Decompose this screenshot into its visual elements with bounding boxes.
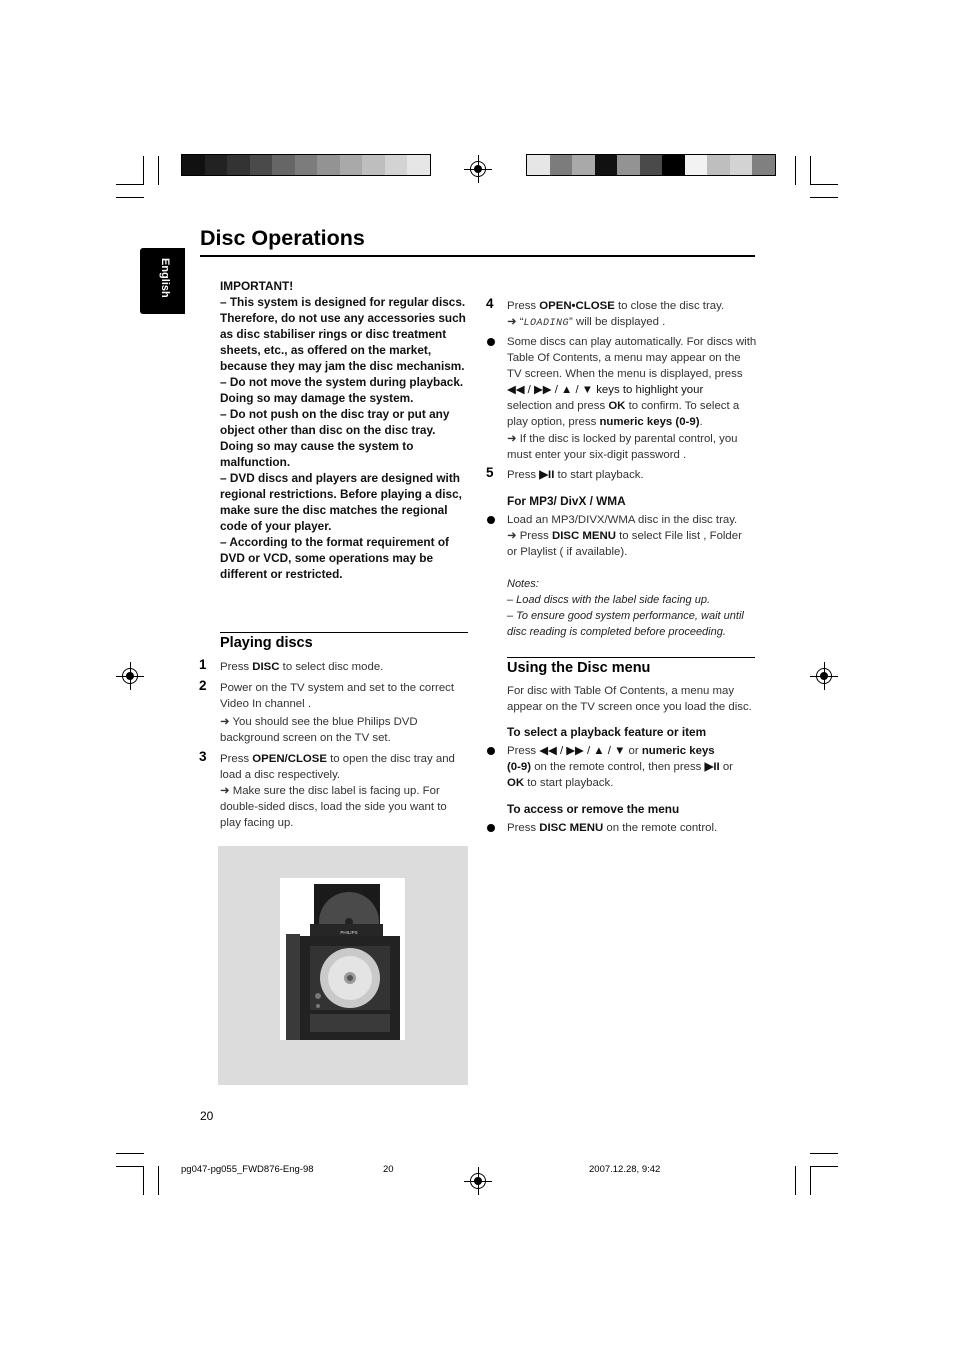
line: TV screen. When the menu is displayed, press [507,368,743,381]
crop-mark [116,1166,144,1167]
crop-mark [116,197,144,198]
text: or [719,761,733,774]
product-photo [218,846,468,1085]
crop-mark [158,156,159,185]
text: to open the disc tray and [326,753,455,765]
step-text [220,659,470,675]
text: to close the disc tray. [614,300,725,312]
line: load a disc respectively. [220,769,341,782]
page-number: 20 [200,1109,214,1123]
important-heading: IMPORTANT! [220,279,294,293]
line [507,759,759,775]
mp3-heading: For MP3/ DivX / WMA [507,494,626,508]
footer-filename: pg047-pg055_FWD876-Eng-98 [181,1164,314,1175]
key-label: DISC MENU [552,530,616,543]
line [220,751,475,767]
text: Press [507,300,540,312]
important-block [220,278,468,582]
key-label: OPEN•CLOSE [539,300,615,312]
bullet [487,338,495,346]
bullet-text [507,512,759,560]
title-rule [200,255,755,257]
section-rule [220,632,468,633]
line: background screen on the TV set. [220,732,391,745]
line [507,743,759,759]
line [507,414,759,430]
bullet-text [507,820,759,836]
step-text [220,680,475,746]
text: play option, press [507,416,600,429]
line [507,298,757,314]
important-item: – Do not push on the disc tray or put any object other than disc on the disc tray. Doing so may cause the system to malfunction. [220,407,450,469]
line: ◀◀ / ▶▶ / ▲ / ▼ keys to highlight your [507,384,704,397]
important-item: – According to the format requirement of DVD or VCD, some operations may be different or restricted. [220,535,449,581]
text: ➜ Press [507,530,552,543]
step-number: 2 [199,678,207,693]
step-number: 4 [486,296,494,311]
crop-mark [116,1153,144,1154]
line: double-sided discs, load the side you want to [220,801,447,814]
crop-mark [810,156,811,185]
section-rule [507,657,755,658]
text: Press [507,745,540,757]
line [507,775,759,791]
text: to select disc mode. [279,661,384,673]
crop-mark [116,184,144,185]
line [507,528,759,544]
line: appear on the TV screen once you load the disc. [507,701,752,714]
key-label: numeric keys [641,745,715,757]
text: selection and press [507,400,609,413]
note: disc reading is completed before proceeding. [507,626,726,639]
text: on the remote control, then press [531,761,705,774]
crop-mark [143,1166,144,1195]
language-tab-label: English [159,258,171,298]
text: ➜ “ [507,316,524,329]
note: – To ensure good system performance, wait until [507,610,744,623]
line: For disc with Table Of Contents, a menu may [507,685,735,697]
line: ➜ If the disc is locked by parental control, you [507,432,738,445]
bullet-text [507,743,759,791]
line: Video In channel . [220,698,311,711]
line: Power on the TV system and set to the correct [220,682,455,694]
bullet-text [507,334,759,463]
play-pause-icon: ▶II [704,761,720,774]
bullet [487,516,495,524]
line [507,398,759,414]
text: . [699,416,703,429]
line: must enter your six-digit password . [507,448,687,461]
footer-number: 20 [383,1164,394,1175]
line: play facing up. [220,817,294,830]
crop-mark [810,1153,838,1154]
text: to start playback. [524,777,614,790]
dvd-system-illustration [218,846,468,1085]
step-number: 5 [486,465,494,480]
line: ➜ You should see the blue Philips DVD [220,716,418,729]
crop-mark [810,184,838,185]
brand-label: PHILIPS [340,930,358,935]
notes [507,576,759,640]
bullet [487,747,495,755]
line: or Playlist ( if available). [507,546,628,559]
step-text [507,467,757,483]
text: to start playback. [554,469,644,481]
grayscale-bar-left [181,154,431,176]
text: ” will be displayed . [569,316,666,329]
line: ➜ Make sure the disc label is facing up. For [220,785,440,798]
crop-mark [810,197,838,198]
registration-mark-icon [470,1173,486,1189]
grayscale-bar-right [526,154,776,176]
menu-paragraph [507,683,759,715]
registration-mark-icon [816,668,832,684]
text: Press [507,822,540,834]
crop-mark [158,1166,159,1195]
registration-mark-icon [470,161,486,177]
text: to select File list , Folder [615,530,742,543]
line: Some discs can play automatically. For discs with [507,336,757,348]
step-number: 3 [199,749,207,764]
note: – Load discs with the label side facing up. [507,594,711,607]
text: to confirm. To select a [625,400,740,413]
important-item: – This system is designed for regular discs. Therefore, do not use any accessories such as disc stabiliser rings or disc treatment sheets, etc., as offered on the market, because they may jam the disc mechanism. [220,295,466,373]
select-feature-heading: To select a playback feature or item [507,725,707,739]
line [507,314,757,332]
disc-menu-heading: Using the Disc menu [507,660,651,676]
registration-mark-icon [122,668,138,684]
access-menu-heading: To access or remove the menu [507,802,680,816]
lcd-text: LOADING [523,318,570,330]
line: Table Of Contents, a menu may appear on the [507,352,741,365]
crop-mark [143,156,144,185]
important-item: – Do not move the system during playback. Doing so may damage the system. [220,375,464,405]
key-label: (0-9) [507,761,532,774]
line: Load an MP3/DIVX/WMA disc in the disc tray. [507,514,738,526]
playing-discs-heading: Playing discs [220,635,313,651]
footer-date: 2007.12.28, 9:42 [589,1164,661,1175]
play-pause-icon: ▶II [539,469,555,481]
key-label: OK [507,777,525,790]
step-text [507,298,757,332]
step-text [220,751,475,831]
crop-mark [810,1166,838,1167]
bullet [487,824,495,832]
crop-mark [795,1166,796,1195]
step-number: 1 [199,657,207,672]
key-label: OPEN/CLOSE [252,753,327,765]
nav-keys: ◀◀ / ▶▶ / ▲ / ▼ [539,745,626,757]
key-label: OK [608,400,626,413]
crop-mark [810,1166,811,1195]
text: on the remote control. [603,822,718,834]
text: Press [220,661,253,673]
key-label: DISC MENU [539,822,604,834]
notes-heading: Notes: [507,578,539,590]
crop-mark [795,156,796,185]
key-label: numeric keys (0-9) [599,416,700,429]
text: Press [507,469,540,481]
key-label: DISC [252,661,280,673]
text: Press [220,753,253,765]
language-tab [140,248,185,314]
page-title: Disc Operations [200,226,365,250]
text: or [625,745,642,757]
important-item: – DVD discs and players are designed with regional restrictions. Before playing a disc, make sure the disc matches the regional code of your player. [220,471,462,533]
